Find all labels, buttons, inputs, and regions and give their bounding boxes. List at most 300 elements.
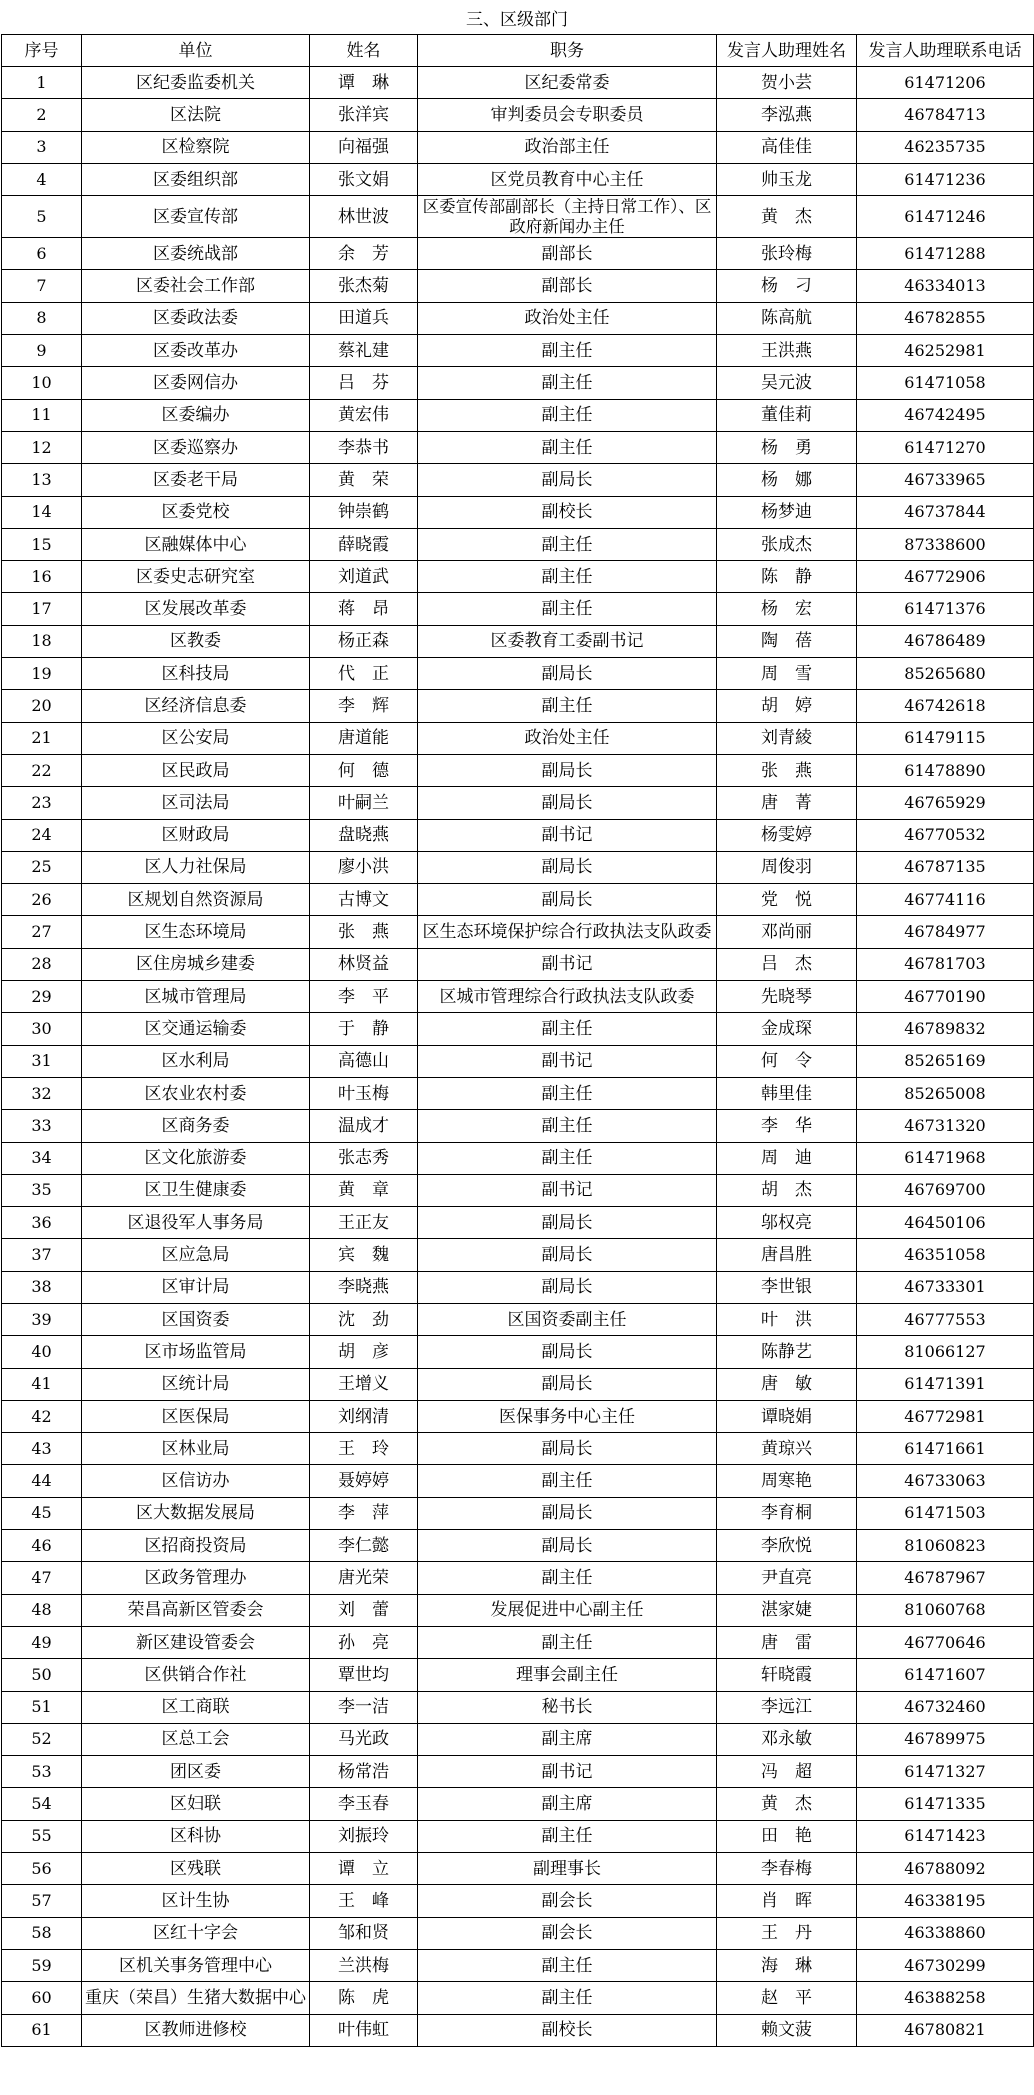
assistant-phone-cell: 46789975 [857,1723,1034,1755]
assistant-phone-cell: 46777553 [857,1303,1034,1335]
unit-cell: 区审计局 [82,1271,310,1303]
index-cell: 11 [2,399,82,431]
table-row [2,1626,1034,1658]
position-cell: 副部长 [418,270,717,302]
position-cell: 副主任 [418,1110,717,1142]
table-row [2,302,1034,334]
index-cell: 23 [2,787,82,819]
table-body [2,67,1034,2047]
table-row [2,593,1034,625]
index-cell: 39 [2,1303,82,1335]
assistant-phone-cell: 46782855 [857,302,1034,334]
unit-cell: 区委社会工作部 [82,270,310,302]
assistant-phone-cell: 46235735 [857,131,1034,163]
position-cell: 副主任 [418,1949,717,1981]
assistant-name-cell: 湛家婕 [717,1594,857,1626]
assistant-name-cell: 李泓燕 [717,99,857,131]
assistant-name-cell: 吕 杰 [717,948,857,980]
assistant-name-cell: 黄 杰 [717,1788,857,1820]
assistant-phone-cell: 61471270 [857,431,1034,463]
name-cell: 叶玉梅 [310,1077,418,1109]
index-cell: 18 [2,625,82,657]
position-cell: 副局长 [418,1239,717,1271]
assistant-name-cell: 黄琼兴 [717,1433,857,1465]
index-cell: 19 [2,658,82,690]
name-cell: 叶嗣兰 [310,787,418,819]
table-row [2,1045,1034,1077]
assistant-name-cell: 陈静艺 [717,1336,857,1368]
table-row [2,1885,1034,1917]
unit-cell: 区应急局 [82,1239,310,1271]
unit-cell: 区委统战部 [82,238,310,270]
unit-cell: 区文化旅游委 [82,1142,310,1174]
index-cell: 44 [2,1465,82,1497]
index-cell: 27 [2,916,82,948]
assistant-phone-cell: 46774116 [857,884,1034,916]
assistant-phone-cell: 81060823 [857,1530,1034,1562]
assistant-phone-cell: 46737844 [857,496,1034,528]
header-cell-unit: 单位 [82,35,310,67]
table-row [2,367,1034,399]
position-cell: 区委宣传部副部长（主持日常工作）、区政府新闻办主任 [418,196,717,238]
name-cell: 孙 亮 [310,1626,418,1658]
name-cell: 邹和贤 [310,1917,418,1949]
assistant-phone-cell: 46786489 [857,625,1034,657]
table-row [2,1691,1034,1723]
table-row [2,270,1034,302]
assistant-name-cell: 谭晓娟 [717,1400,857,1432]
index-cell: 14 [2,496,82,528]
assistant-phone-cell: 46787135 [857,851,1034,883]
position-cell: 副局长 [418,754,717,786]
index-cell: 2 [2,99,82,131]
position-cell: 政治处主任 [418,302,717,334]
assistant-name-cell: 邓尚丽 [717,916,857,948]
name-cell: 黄 荣 [310,464,418,496]
name-cell: 林贤益 [310,948,418,980]
table-row [2,1497,1034,1529]
index-cell: 46 [2,1530,82,1562]
index-cell: 8 [2,302,82,334]
assistant-phone-cell: 46733063 [857,1465,1034,1497]
table-row [2,99,1034,131]
index-cell: 48 [2,1594,82,1626]
position-cell: 副主任 [418,1820,717,1852]
name-cell: 李仁懿 [310,1530,418,1562]
name-cell: 廖小洪 [310,851,418,883]
assistant-name-cell: 党 悦 [717,884,857,916]
index-cell: 37 [2,1239,82,1271]
table-row [2,196,1034,238]
position-cell: 副局长 [418,1530,717,1562]
assistant-name-cell: 陈 静 [717,561,857,593]
table-row [2,754,1034,786]
assistant-phone-cell: 46252981 [857,335,1034,367]
unit-cell: 新区建设管委会 [82,1626,310,1658]
name-cell: 聂婷婷 [310,1465,418,1497]
table-row [2,819,1034,851]
unit-cell: 区科协 [82,1820,310,1852]
index-cell: 15 [2,528,82,560]
assistant-name-cell: 韩里佳 [717,1077,857,1109]
spreadsheet [1,0,1033,2047]
position-cell: 副主席 [418,1788,717,1820]
name-cell: 刘 蕾 [310,1594,418,1626]
assistant-phone-cell: 61471423 [857,1820,1034,1852]
unit-cell: 区大数据发展局 [82,1497,310,1529]
name-cell: 余 芳 [310,238,418,270]
name-cell: 何 德 [310,754,418,786]
assistant-name-cell: 杨梦迪 [717,496,857,528]
position-cell: 副部长 [418,238,717,270]
position-cell: 审判委员会专职委员 [418,99,717,131]
table-row [2,1013,1034,1045]
unit-cell: 区工商联 [82,1691,310,1723]
name-cell: 代 正 [310,658,418,690]
index-cell: 57 [2,1885,82,1917]
name-cell: 谭 琳 [310,67,418,99]
name-cell: 唐道能 [310,722,418,754]
table-row [2,1368,1034,1400]
table-row [2,1917,1034,1949]
assistant-phone-cell: 46351058 [857,1239,1034,1271]
assistant-name-cell: 唐 菁 [717,787,857,819]
name-cell: 宾 魏 [310,1239,418,1271]
unit-cell: 区残联 [82,1853,310,1885]
table-row [2,528,1034,560]
position-cell: 副校长 [418,496,717,528]
assistant-phone-cell: 46769700 [857,1174,1034,1206]
index-cell: 34 [2,1142,82,1174]
assistant-name-cell: 邬权亮 [717,1207,857,1239]
table-row [2,722,1034,754]
assistant-name-cell: 冯 超 [717,1756,857,1788]
unit-cell: 区委党校 [82,496,310,528]
unit-cell: 区人力社保局 [82,851,310,883]
index-cell: 43 [2,1433,82,1465]
name-cell: 王 玲 [310,1433,418,1465]
name-cell: 古博文 [310,884,418,916]
name-cell: 刘振玲 [310,1820,418,1852]
unit-cell: 区委史志研究室 [82,561,310,593]
assistant-name-cell: 李远江 [717,1691,857,1723]
assistant-name-cell: 周寒艳 [717,1465,857,1497]
index-cell: 56 [2,1853,82,1885]
table-row [2,1530,1034,1562]
assistant-phone-cell: 61479115 [857,722,1034,754]
unit-cell: 重庆（荣昌）生猪大数据中心 [82,1982,310,2014]
index-cell: 45 [2,1497,82,1529]
assistant-phone-cell: 46732460 [857,1691,1034,1723]
index-cell: 38 [2,1271,82,1303]
table-row [2,1820,1034,1852]
position-cell: 区党员教育中心主任 [418,163,717,195]
unit-cell: 团区委 [82,1756,310,1788]
table-row [2,1142,1034,1174]
position-cell: 副主席 [418,1723,717,1755]
table-row [2,399,1034,431]
assistant-phone-cell: 46388258 [857,1982,1034,2014]
assistant-name-cell: 叶 洪 [717,1303,857,1335]
table-row [2,431,1034,463]
name-cell: 李 平 [310,981,418,1013]
unit-cell: 区交通运输委 [82,1013,310,1045]
name-cell: 张洋宾 [310,99,418,131]
table-row [2,1207,1034,1239]
name-cell: 林世波 [310,196,418,238]
index-cell: 5 [2,196,82,238]
table-row [2,1788,1034,1820]
unit-cell: 区政务管理办 [82,1562,310,1594]
index-cell: 47 [2,1562,82,1594]
unit-cell: 区农业农村委 [82,1077,310,1109]
assistant-name-cell: 唐昌胜 [717,1239,857,1271]
index-cell: 51 [2,1691,82,1723]
position-cell: 副校长 [418,2014,717,2046]
index-cell: 36 [2,1207,82,1239]
assistant-name-cell: 轩晓霞 [717,1659,857,1691]
index-cell: 30 [2,1013,82,1045]
assistant-phone-cell: 46338860 [857,1917,1034,1949]
index-cell: 33 [2,1110,82,1142]
assistant-phone-cell: 61471968 [857,1142,1034,1174]
name-cell: 田道兵 [310,302,418,334]
assistant-phone-cell: 46733965 [857,464,1034,496]
name-cell: 唐光荣 [310,1562,418,1594]
unit-cell: 区委老干局 [82,464,310,496]
unit-cell: 区委改革办 [82,335,310,367]
index-cell: 31 [2,1045,82,1077]
assistant-name-cell: 海 琳 [717,1949,857,1981]
position-cell: 政治处主任 [418,722,717,754]
index-cell: 42 [2,1400,82,1432]
index-cell: 54 [2,1788,82,1820]
name-cell: 李 辉 [310,690,418,722]
assistant-name-cell: 杨 勇 [717,431,857,463]
unit-cell: 区总工会 [82,1723,310,1755]
table-row [2,496,1034,528]
name-cell: 薛晓霞 [310,528,418,560]
table-row [2,238,1034,270]
index-cell: 52 [2,1723,82,1755]
name-cell: 叶伟虹 [310,2014,418,2046]
index-cell: 58 [2,1917,82,1949]
name-cell: 李晓燕 [310,1271,418,1303]
name-cell: 李一洁 [310,1691,418,1723]
unit-cell: 区商务委 [82,1110,310,1142]
name-cell: 胡 彦 [310,1336,418,1368]
assistant-phone-cell: 81066127 [857,1336,1034,1368]
unit-cell: 区委组织部 [82,163,310,195]
assistant-phone-cell: 61478890 [857,754,1034,786]
assistant-name-cell: 高佳佳 [717,131,857,163]
position-cell: 副书记 [418,1756,717,1788]
assistant-phone-cell: 85265680 [857,658,1034,690]
assistant-name-cell: 周 迪 [717,1142,857,1174]
position-cell: 副主任 [418,335,717,367]
assistant-name-cell: 胡 杰 [717,1174,857,1206]
name-cell: 陈 虎 [310,1982,418,2014]
position-cell: 政治部主任 [418,131,717,163]
unit-cell: 区公安局 [82,722,310,754]
assistant-phone-cell: 46733301 [857,1271,1034,1303]
assistant-phone-cell: 46742618 [857,690,1034,722]
assistant-name-cell: 金成琛 [717,1013,857,1045]
assistant-name-cell: 杨雯婷 [717,819,857,851]
index-cell: 50 [2,1659,82,1691]
assistant-phone-cell: 61471503 [857,1497,1034,1529]
position-cell: 副会长 [418,1885,717,1917]
position-cell: 副局长 [418,884,717,916]
index-cell: 35 [2,1174,82,1206]
position-cell: 副主任 [418,528,717,560]
assistant-phone-cell: 61471607 [857,1659,1034,1691]
assistant-phone-cell: 81060768 [857,1594,1034,1626]
unit-cell: 区委编办 [82,399,310,431]
table-row [2,464,1034,496]
assistant-phone-cell: 61471335 [857,1788,1034,1820]
table-row [2,1853,1034,1885]
unit-cell: 区信访办 [82,1465,310,1497]
name-cell: 张志秀 [310,1142,418,1174]
position-cell: 区委教育工委副书记 [418,625,717,657]
index-cell: 16 [2,561,82,593]
position-cell: 理事会副主任 [418,1659,717,1691]
name-cell: 于 静 [310,1013,418,1045]
assistant-name-cell: 贺小芸 [717,67,857,99]
unit-cell: 区检察院 [82,131,310,163]
table-row [2,625,1034,657]
name-cell: 张杰菊 [310,270,418,302]
unit-cell: 区水利局 [82,1045,310,1077]
unit-cell: 区城市管理局 [82,981,310,1013]
header-cell-assistant-name: 发言人助理姓名 [717,35,857,67]
index-cell: 6 [2,238,82,270]
assistant-name-cell: 胡 婷 [717,690,857,722]
assistant-name-cell: 帅玉龙 [717,163,857,195]
header-cell-assistant-phone: 发言人助理联系电话 [857,35,1034,67]
name-cell: 吕 芬 [310,367,418,399]
name-cell: 黄宏伟 [310,399,418,431]
table-row [2,851,1034,883]
position-cell: 区国资委副主任 [418,1303,717,1335]
unit-cell: 区科技局 [82,658,310,690]
assistant-phone-cell: 61471391 [857,1368,1034,1400]
assistant-phone-cell: 46784977 [857,916,1034,948]
assistant-name-cell: 李育桐 [717,1497,857,1529]
index-cell: 49 [2,1626,82,1658]
assistant-name-cell: 唐 雷 [717,1626,857,1658]
name-cell: 高德山 [310,1045,418,1077]
table-row [2,1271,1034,1303]
table-row [2,948,1034,980]
assistant-name-cell: 杨 宏 [717,593,857,625]
assistant-phone-cell: 46772906 [857,561,1034,593]
assistant-name-cell: 张成杰 [717,528,857,560]
unit-cell: 区住房城乡建委 [82,948,310,980]
assistant-name-cell: 唐 敏 [717,1368,857,1400]
position-cell: 区城市管理综合行政执法支队政委 [418,981,717,1013]
position-cell: 副主任 [418,1142,717,1174]
name-cell: 马光政 [310,1723,418,1755]
assistant-name-cell: 黄 杰 [717,196,857,238]
assistant-phone-cell: 61471661 [857,1433,1034,1465]
assistant-phone-cell: 61471206 [857,67,1034,99]
position-cell: 副局长 [418,1207,717,1239]
table-row [2,1077,1034,1109]
name-cell: 兰洪梅 [310,1949,418,1981]
unit-cell: 区退役军人事务局 [82,1207,310,1239]
unit-cell: 区委政法委 [82,302,310,334]
unit-cell: 区发展改革委 [82,593,310,625]
position-cell: 副局长 [418,1433,717,1465]
assistant-name-cell: 张 燕 [717,754,857,786]
position-cell: 副理事长 [418,1853,717,1885]
assistant-phone-cell: 46789832 [857,1013,1034,1045]
table-row [2,1594,1034,1626]
position-cell: 秘书长 [418,1691,717,1723]
unit-cell: 区财政局 [82,819,310,851]
assistant-phone-cell: 46334013 [857,270,1034,302]
unit-cell: 区规划自然资源局 [82,884,310,916]
assistant-name-cell: 赵 平 [717,1982,857,2014]
name-cell: 钟崇鹤 [310,496,418,528]
assistant-name-cell: 邓永敏 [717,1723,857,1755]
assistant-name-cell: 李春梅 [717,1853,857,1885]
index-cell: 40 [2,1336,82,1368]
assistant-phone-cell: 46787967 [857,1562,1034,1594]
table-row [2,1239,1034,1271]
index-cell: 1 [2,67,82,99]
name-cell: 向福强 [310,131,418,163]
assistant-name-cell: 杨 刁 [717,270,857,302]
table-row [2,1982,1034,2014]
table-row [2,67,1034,99]
index-cell: 29 [2,981,82,1013]
table-row [2,658,1034,690]
assistant-name-cell: 董佳莉 [717,399,857,431]
table-row [2,1659,1034,1691]
assistant-phone-cell: 46765929 [857,787,1034,819]
assistant-name-cell: 肖 晖 [717,1885,857,1917]
index-cell: 20 [2,690,82,722]
unit-cell: 区法院 [82,99,310,131]
assistant-name-cell: 杨 娜 [717,464,857,496]
position-cell: 副主任 [418,1077,717,1109]
unit-cell: 区生态环境局 [82,916,310,948]
table-row [2,561,1034,593]
index-cell: 25 [2,851,82,883]
index-cell: 41 [2,1368,82,1400]
name-cell: 王正友 [310,1207,418,1239]
assistant-name-cell: 田 艳 [717,1820,857,1852]
assistant-phone-cell: 46781703 [857,948,1034,980]
unit-cell: 区国资委 [82,1303,310,1335]
assistant-phone-cell: 61471058 [857,367,1034,399]
index-cell: 10 [2,367,82,399]
unit-cell: 区民政局 [82,754,310,786]
name-cell: 谭 立 [310,1853,418,1885]
position-cell: 副局长 [418,1497,717,1529]
assistant-name-cell: 陶 蓓 [717,625,857,657]
assistant-phone-cell: 46731320 [857,1110,1034,1142]
unit-cell: 区计生协 [82,1885,310,1917]
header-cell-position: 职务 [418,35,717,67]
index-cell: 61 [2,2014,82,2046]
name-cell: 李 萍 [310,1497,418,1529]
table-row [2,163,1034,195]
table-row [2,1303,1034,1335]
